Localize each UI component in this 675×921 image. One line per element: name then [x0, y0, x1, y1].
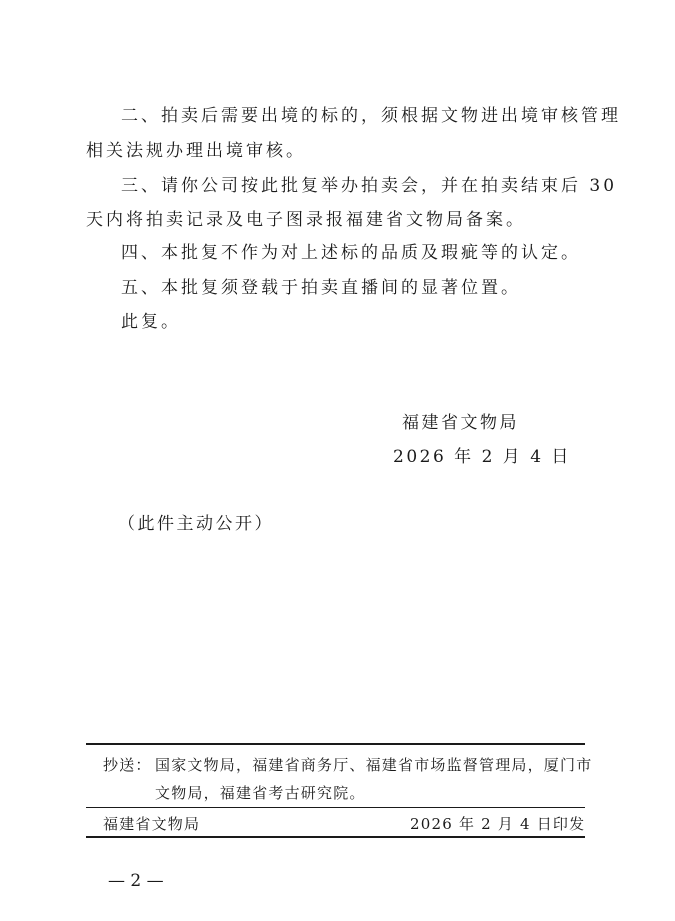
footer-middle-rule — [86, 807, 585, 808]
footer-issue-date: 2026 年 2 月 4 日印发 — [410, 815, 586, 833]
page-number: — 2 — — [108, 871, 164, 891]
cc-recipients-line-1: 国家文物局，福建省商务厅、福建省市场监督管理局，厦门市 — [155, 756, 593, 774]
disclosure-note: （此件主动公开） — [118, 514, 274, 534]
paragraph-4: 四、本批复不作为对上述标的品质及瑕疵等的认定。 — [121, 243, 581, 263]
paragraph-3-line-2: 天内将拍卖记录及电子图录报福建省文物局备案。 — [86, 210, 526, 230]
closing-remark: 此复。 — [121, 312, 181, 332]
footer-top-rule — [86, 743, 585, 745]
issue-date: 2026 年 2 月 4 日 — [393, 447, 571, 467]
cc-recipients-line-2: 文物局，福建省考古研究院。 — [155, 784, 366, 802]
footer-issuing-org: 福建省文物局 — [103, 815, 201, 833]
paragraph-5: 五、本批复须登载于拍卖直播间的显著位置。 — [121, 278, 521, 298]
paragraph-2-line-2: 相关法规办理出境审核。 — [86, 141, 306, 161]
cc-label: 抄送： — [103, 756, 152, 774]
paragraph-2-line-1: 二、拍卖后需要出境的标的，须根据文物进出境审核管理 — [121, 106, 621, 126]
footer-bottom-rule — [86, 836, 585, 838]
issuer-name: 福建省文物局 — [402, 413, 519, 433]
paragraph-3-line-1: 三、请你公司按此批复举办拍卖会，并在拍卖结束后 30 — [121, 176, 618, 196]
